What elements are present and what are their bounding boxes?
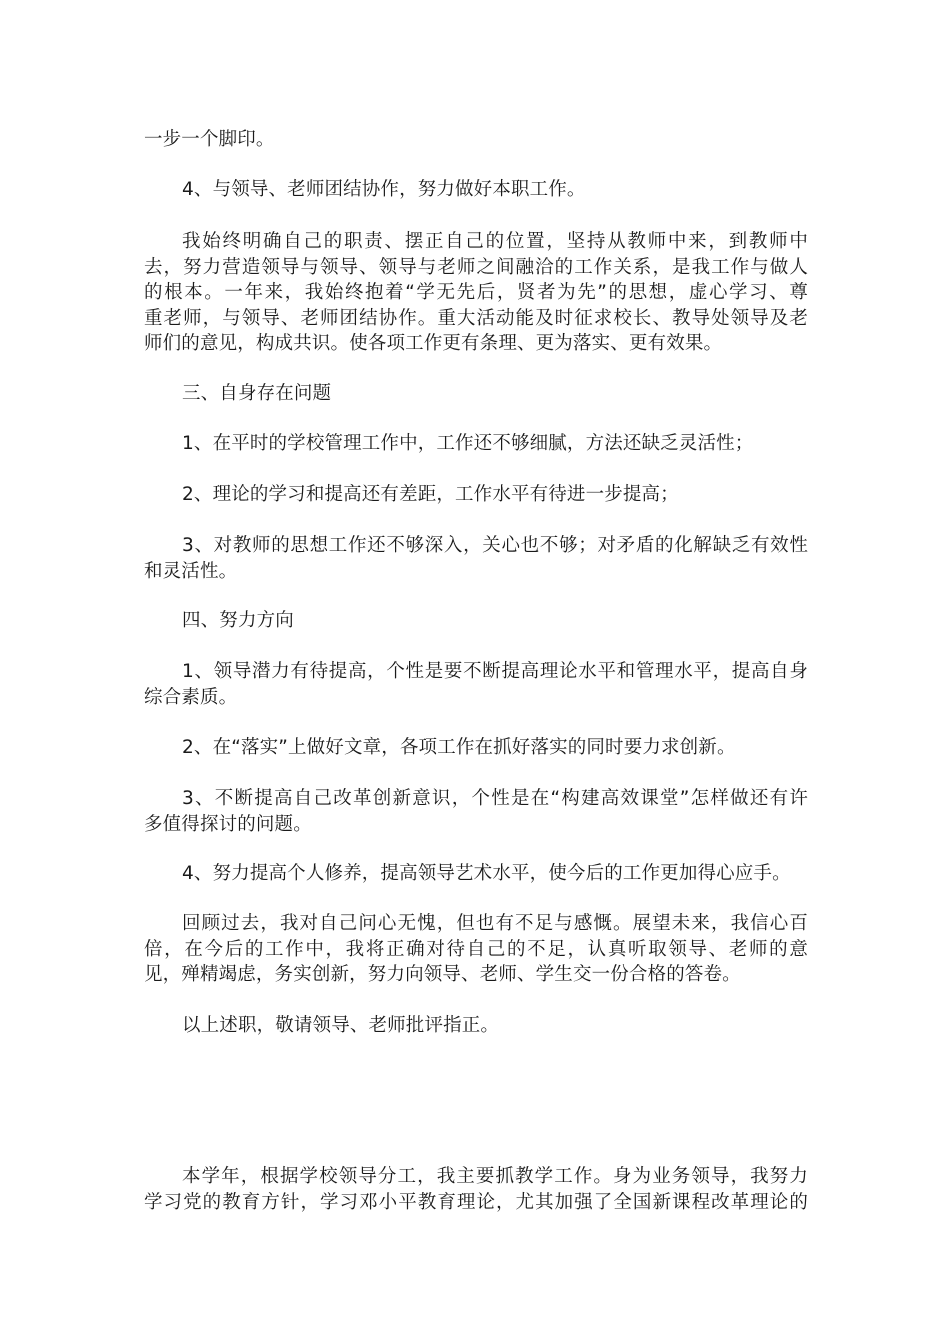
text-line: 2、理论的学习和提高还有差距，工作水平有待进一步提高； bbox=[182, 484, 679, 505]
text-line: 师们的意见，构成共识。使各项工作更有条理、更为落实、更有效果。 bbox=[144, 333, 723, 354]
list-item bbox=[144, 482, 808, 508]
heading-text: 四、努力方向 bbox=[182, 610, 294, 631]
section-heading bbox=[144, 608, 808, 634]
text-line: 去，努力营造领导与领导、领导与老师之间融洽的工作关系，是我工作与做人 bbox=[144, 256, 808, 278]
text-line: 我始终明确自己的职责、摆正自己的位置，坚持从教师中来，到教师中 bbox=[182, 231, 808, 252]
section-heading bbox=[144, 381, 808, 407]
text-line: 本学年，根据学校领导分工，我主要抓教学工作。身为业务领导，我努力 bbox=[182, 1166, 808, 1187]
paragraph-body bbox=[144, 229, 808, 357]
list-item bbox=[144, 533, 808, 584]
heading-text: 三、自身存在问题 bbox=[182, 383, 332, 404]
text-line: 以上述职，敬请领导、老师批评指正。 bbox=[182, 1015, 500, 1036]
text-line: 3、不断提高自己改革创新意识，个性是在“构建高效课堂”怎样做还有许 bbox=[182, 788, 808, 809]
text-line: 重老师，与领导、老师团结协作。重大活动能及时征求校长、教导处领导及老 bbox=[144, 307, 808, 329]
text-line: 2、在“落实”上做好文章，各项工作在抓好落实的同时要力求创新。 bbox=[182, 737, 736, 758]
list-item bbox=[144, 786, 808, 837]
text-line: 综合素质。 bbox=[144, 686, 238, 708]
text-line: 1、在平时的学校管理工作中，工作还不够细腻，方法还缺乏灵活性； bbox=[182, 433, 754, 454]
text-line: 的根本。一年来，我始终抱着“学无先后，贤者为先”的思想，虚心学习、尊 bbox=[144, 282, 808, 303]
list-item bbox=[144, 861, 808, 887]
text-line: 多值得探讨的问题。 bbox=[144, 813, 312, 835]
text-line: 回顾过去，我对自己问心无愧，但也有不足与感慨。展望未来，我信心百 bbox=[182, 913, 808, 934]
text-line: 4、与领导、老师团结协作，努力做好本职工作。 bbox=[182, 179, 586, 200]
text-line: 4、努力提高个人修养，提高领导艺术水平，使今后的工作更加得心应手。 bbox=[182, 863, 791, 884]
text-line: 一步一个脚印。 bbox=[144, 129, 275, 150]
list-item bbox=[144, 735, 808, 761]
text-line: 3、对教师的思想工作还不够深入，关心也不够；对矛盾的化解缺乏有效性 bbox=[182, 535, 808, 556]
text-line: 和灵活性。 bbox=[144, 560, 238, 582]
list-item bbox=[144, 659, 808, 710]
text-line: 见，殚精竭虑，务实创新，努力向领导、老师、学生交一份合格的答卷。 bbox=[144, 964, 741, 985]
paragraph-body bbox=[144, 911, 808, 988]
paragraph-continuation bbox=[144, 127, 808, 153]
text-line: 1、领导潜力有待提高，个性是要不断提高理论水平和管理水平，提高自身 bbox=[182, 661, 808, 682]
paragraph-section-item bbox=[144, 177, 808, 203]
paragraph-body bbox=[144, 1164, 808, 1215]
text-line: 倍，在今后的工作中，我将正确对待自己的不足，认真听取领导、老师的意 bbox=[144, 938, 808, 960]
text-line: 学习党的教育方针，学习邓小平教育理论，尤其加强了全国新课程改革理论的 bbox=[144, 1191, 808, 1213]
paragraph-closing bbox=[144, 1013, 808, 1039]
list-item bbox=[144, 431, 808, 457]
